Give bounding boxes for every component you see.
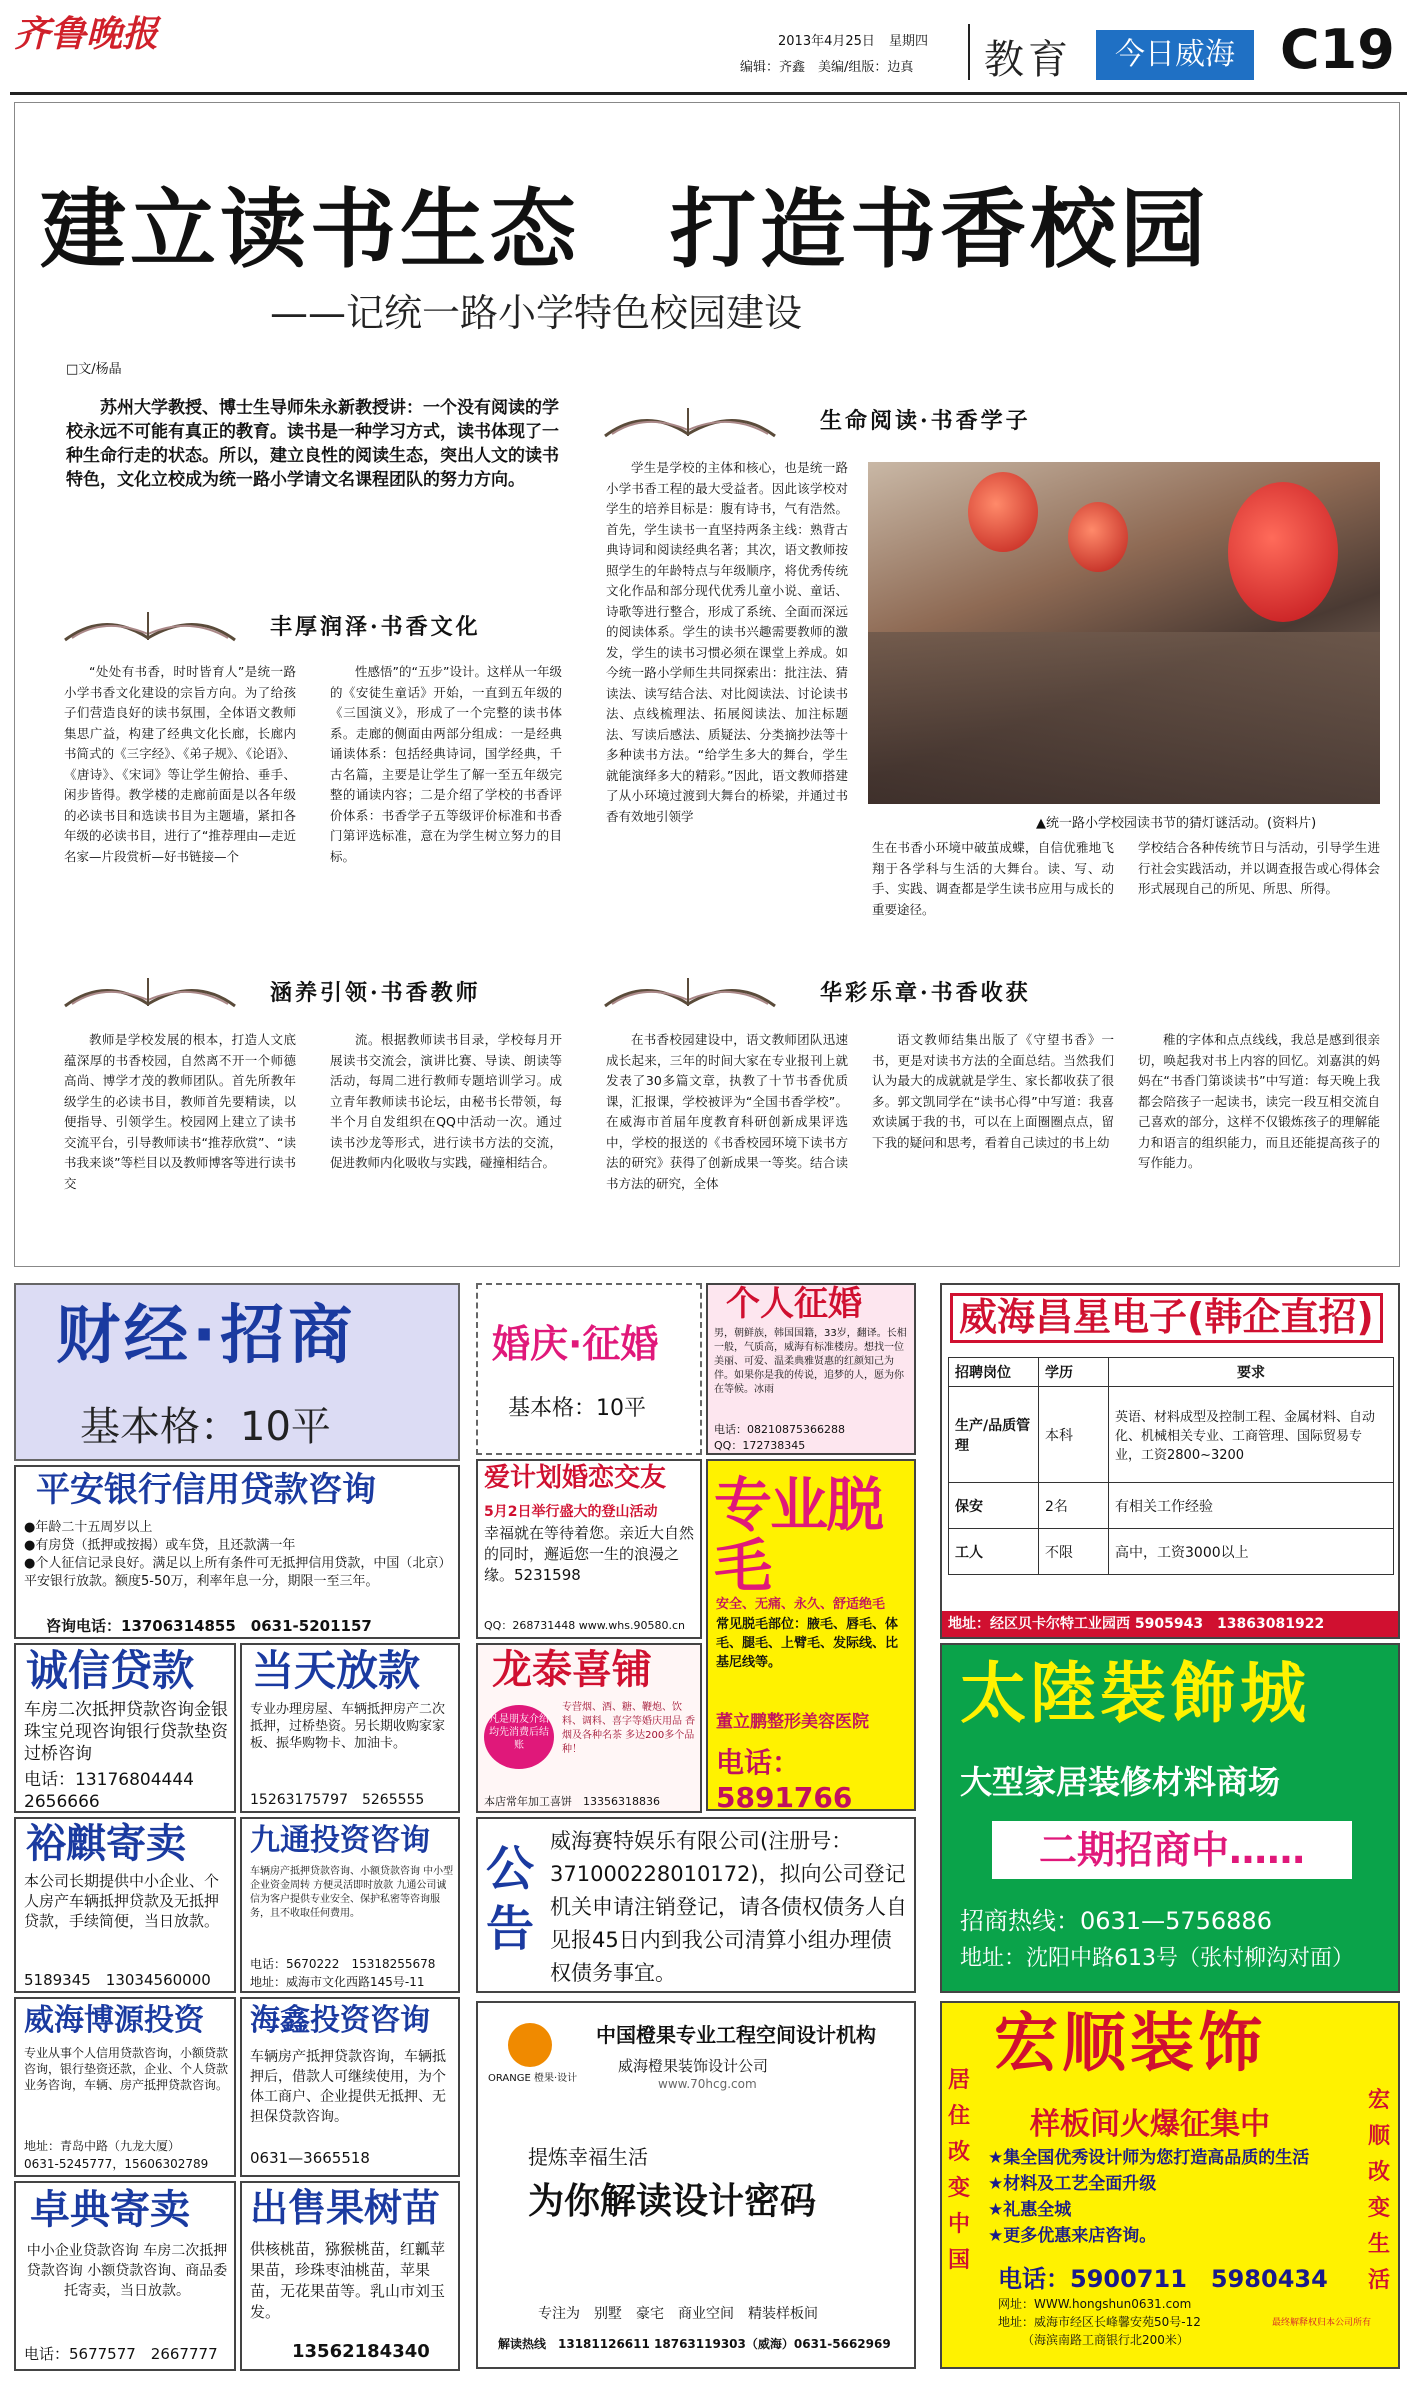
ad-title: 专业脱毛 [714, 1471, 883, 1600]
table-cell: 生产/品质管理 [949, 1387, 1039, 1483]
ad-chengguo [476, 2001, 916, 2369]
ad-address: 地址：威海市经区长峰馨安苑50号-12 [998, 2315, 1201, 2329]
ad-phone: 15263175797 5265555 [250, 1792, 425, 1808]
ad-title: 公告 [486, 1841, 535, 1957]
date-text: 2013年4月25日 [778, 34, 875, 49]
table-cell: 本科 [1039, 1387, 1109, 1483]
subheadline: ——记统一路小学特色校园建设 [270, 291, 803, 335]
job-table [948, 1357, 1394, 1575]
table-row [949, 1529, 1394, 1575]
ad-phone: 本店常年加工喜饼 13356318836 [484, 1795, 660, 1808]
ad-tagline: 提炼幸福生活 [528, 2145, 648, 2169]
table-header-cell: 招聘岗位 [949, 1358, 1039, 1387]
table-cell: 英语、材料成型及控制工程、金属材料、自动化、机械相关专业、工商管理、国际贸易专业，工资2800~3200 [1109, 1387, 1394, 1483]
table-header-cell: 要求 [1109, 1358, 1394, 1387]
ad-body: 车辆房产抵押贷款咨询，车辆抵押后，借款人可继续使用，为个体工商户、企业提供无抵押、无担保贷款咨询。 [250, 2049, 446, 2125]
ad-tagline-main: 为你解读设计密码 [528, 2181, 817, 2222]
table-header-row [949, 1358, 1394, 1387]
ad-body: ●年龄二十五周岁以上 ●有房贷（抵押或按揭）或车贷，且还款满一年 ●个人征信记录良好。满足以上所有条件可无抵押信用贷款，中国（北京）平安银行放款。额度5-50万，利率年息一分，期限一至三年。 [24, 1520, 452, 1589]
ad-vertical-right: 宏顺改变生活 [1368, 2088, 1391, 2293]
region-badge: 今日威海 [1096, 30, 1254, 80]
section-1-col-2: 性感悟”的“五步”设计。这样从一年级的《安徒生童话》开始，一直到五年级的《三国演义》，形成了一个完整的读书体系。走廊的侧面由两部分组成：一是经典诵读体系：包括经典诗词，国学经典，千古名篇，主要是让学生了解一至五年级完整的诵读内容；二是介绍了学校的书香评价体系：书香学子五等级评价标准和书香门第评选标准，意在为学生树立努力的目标。 [330, 664, 562, 864]
table-cell: 不限 [1039, 1529, 1109, 1575]
lantern [1228, 482, 1338, 622]
section-name: 教育 [984, 37, 1072, 83]
weekday-text: 星期四 [889, 34, 929, 49]
ad-guoshu [240, 2181, 460, 2371]
ad-boyuan [14, 1997, 236, 2177]
ad-title: 个人征婚 [726, 1284, 862, 1324]
ad-phone: 13562184340 [292, 2341, 430, 2362]
section-3-col-2: 生在书香小环境中破茧成蝶，自信优雅地飞翔于各学科与生活的大舞台。读、写、动手、实践、调查都是学生读书应用与成长的重要途径。 [872, 840, 1114, 917]
ad-tuomao [706, 1459, 916, 1814]
section-2-col-1: 教师是学校发展的根本，打造人文底蕴深厚的书香校园，自然离不开一个师德高尚、博学才茂的教师团队。首先所教年级学生的必读书目，教师首先要精读，以便指导、引领学生。校园网上建立了读书交流平台，引导教师读书“推荐欣赏”、“读书我来谈”等栏目以及教师博客等进行读书交 [64, 1032, 296, 1191]
section-header-4 [600, 966, 1100, 1016]
ad-hotline: 招商热线：0631—5756886 [960, 1907, 1272, 1935]
ad-title: 龙泰喜铺 [492, 1647, 652, 1693]
ad-phone: 电话：5900711 5980434 [998, 2265, 1328, 2293]
ad-title: 威海博源投资 [24, 2003, 204, 2038]
ad-title: 当天放款 [252, 1646, 421, 1695]
ad-hotline: 解读热线 13181126611 18763119303（威海）0631-5662969 [498, 2337, 891, 2351]
ad-aijihua [476, 1459, 702, 1639]
ad-address-note: （海滨南路工商银行北200米） [1022, 2333, 1189, 2347]
ad-phone: 电话：5677577 2667777 [24, 2345, 218, 2363]
ad-subtitle: 基本格：10平 [80, 1404, 331, 1450]
section-header-2 [60, 966, 560, 1016]
ad-body: 男，朝鲜族，韩国国籍，33岁，翻译。长相一般，气质高，威海有标准楼房。想找一位美丽、可爱、温柔典雅贤惠的红颜知己为伴。如果你是我的传说，追梦的人，愿为你在等候。冰雨 [714, 1328, 907, 1395]
table-cell: 有相关工作经验 [1109, 1483, 1394, 1529]
ad-body: 供核桃苗，猕猴桃苗，红瓤苹果苗，珍珠枣油桃苗，苹果苗，无花果苗等。乳山市刘玉发。 [250, 2240, 446, 2321]
section-title: 涵养引领·书香教师 [270, 980, 481, 1006]
table-cell: 保安 [949, 1483, 1039, 1529]
section-title: 华彩乐章·书香收获 [820, 980, 1031, 1006]
section-title: 生命阅读·书香学子 [820, 408, 1031, 434]
ad-tailu [940, 1643, 1400, 1993]
section-2-col-2: 流。根据教师读书目录，学校每月开展读书交流会，演讲比赛、导读、朗读等活动，每周二进行教师专题培训学习。成立青年教师读书论坛，由秘书长带领，每半个月自发组织在QQ中活动一次。通过读书沙龙等形式，进行读书方法的交流，促进教师内化吸收与实践，碰撞相结合。 [330, 1032, 562, 1170]
ad-qq: QQ：172738345 [714, 1439, 806, 1452]
open-book-icon [600, 966, 780, 1010]
ad-subtitle: 安全、无痛、永久、舒适绝毛 [716, 1597, 886, 1612]
byline: □文/杨晶 [66, 362, 122, 377]
lantern [1068, 502, 1128, 572]
masthead [0, 0, 1417, 92]
orange-logo [508, 2023, 552, 2067]
ad-title: 爱计划婚恋交友 [484, 1463, 667, 1493]
page-number: C19 [1280, 18, 1395, 81]
ad-body: 专业办理房屋、车辆抵押房产二次抵押，过桥垫资。另长期收购家家板、振华购物卡、加油卡。 [250, 1702, 446, 1751]
section-1-col-1: “处处有书香，时时皆育人”是统一路小学书香文化建设的宗旨方向。为了给孩子们营造良好的读书氛围，全体语文教师集思广益，构建了经典文化长廊，长廊内书简式的《三字经》、《弟子规》、《论语》、《唐诗》、《宋词》等让学生俯拾、垂手、闲步皆得。教学楼的走廊前面是以各年级的必读书目和选读书目为主题墙，紧扣各年级的必读书目，进行了“推荐理由—走近名家—片段赏析—好书链接—个 [64, 664, 296, 864]
ad-longtai [476, 1643, 702, 1813]
ad-title: 财经·招商 [56, 1299, 357, 1373]
ad-jiutong [240, 1817, 460, 1993]
ad-company: 威海橙果装饰设计公司 [618, 2057, 769, 2075]
ad-body: 常见脱毛部位：腋毛、唇毛、体毛、腿毛、上臂毛、发际线、比基尼线等。 [716, 1617, 899, 1670]
section-3-col-1: 学生是学校的主体和核心，也是统一路小学书香工程的最大受益者。因此该学校对学生的培养目标是：腹有诗书，气有浩然。首先，学生读书一直坚持两条主线：熟背古典诗词和阅读经典名著；其次，语文教师按照学生的年龄特点与年级顺序，将优秀传统文化作品和部分现代优秀儿童小说、童话、诗歌等进行整合，形成了系统、全面而深远的阅读体系。学生的读书兴趣需要教师的激发，学生的读书习惯必须在课堂上养成。如今统一路小学师生共同探索出：批注法、猜读法、读写结合法、对比阅读法、讨论读书法、点线梳理法、拓展阅读法、加注标题法、写读后感法、质疑法、分类摘抄法等十多种读书方法。“给学生多大的舞台，学生就能演绎多大的精彩。”因此，语文教师搭建了从小环境过渡到大舞台的桥梁，并通过书香有效地引领学 [606, 460, 848, 824]
ad-yuqi [14, 1817, 236, 1993]
ad-title: 诚信贷款 [26, 1646, 195, 1695]
ad-title: 九通投资咨询 [250, 1823, 430, 1858]
table-cell: 工人 [949, 1529, 1039, 1575]
section-4-col-1: 在书香校园建设中，语文教师团队迅速成长起来，三年的时间大家在专业报刊上就发表了30多篇文章，执教了十节书香优质课，汇报课，学校被评为“全国书香学校”。在威海市首届年度教育科研创新成果评选中，学校的报送的《书香校园环境下读书方法的研究》获得了创新成果一等奖。结合读书方法的研究，全体 [606, 1032, 848, 1191]
ad-phone: 0631-5245777，15606302789 [24, 2157, 209, 2171]
ad-title: 宏顺装饰 [994, 2007, 1266, 2081]
ad-body: 中小企业贷款咨询 车房二次抵押贷款咨询 小额贷款咨询、商品委托寄卖，当日放款。 [26, 2243, 228, 2299]
newspaper-logo: 齐鲁晚报 [14, 13, 159, 55]
ad-zhuodian [14, 2181, 236, 2371]
ad-body: 幸福就在等待着您。亲近大自然的同时，邂逅您一生的浪漫之缘。5231598 [484, 1524, 695, 1584]
open-book-icon [600, 396, 780, 440]
ad-changxing [940, 1283, 1400, 1639]
ad-zhenghun [706, 1283, 916, 1455]
ad-promo: 二期招商中…… [992, 1821, 1352, 1879]
section-header-3 [600, 396, 1100, 446]
ad-phone: 0631—3665518 [250, 2149, 370, 2167]
ad-hunqing [476, 1283, 702, 1455]
ad-website: 网址：WWW.hongshun0631.com [998, 2297, 1192, 2311]
ad-address: 地址：经区贝卡尔特工业园西 5905943 13863081922 [942, 1611, 1398, 1637]
ad-subtitle: 样板间火爆征集中 [1030, 2107, 1270, 2142]
ad-body: 本公司长期提供中小企业、个人房产车辆抵押贷款及无抵押贷款，手续简便，当日放款。 [24, 1872, 220, 1930]
ad-body: 车房二次抵押贷款咨询金银珠宝兑现咨询银行贷款垫资过桥咨询 [24, 1700, 228, 1764]
crowd [868, 632, 1380, 804]
ad-phone: 电话：08210875366288 [714, 1423, 845, 1436]
open-book-icon [60, 966, 240, 1010]
ad-items: ★集全国优秀设计师为您打造高品质的生活 ★材料及工艺全面升级 ★礼惠全城 ★更多优惠来店咨询。 [988, 2148, 1310, 2246]
ad-gonggao [476, 1817, 916, 1993]
ad-title: 中国橙果专业工程空间设计机构 [596, 2023, 876, 2047]
section-3-col-3: 学校结合各种传统节日与活动，引导学生进行社会实践活动，并以调查报告或心得体会形式展现自己的所见、所思、所得。 [1138, 840, 1380, 896]
ad-address: 地址：威海市文化西路145号-11 [250, 1975, 425, 1989]
ad-title: 卓典寄卖 [30, 2187, 190, 2233]
masthead-rule [10, 92, 1407, 95]
ad-address: 地址：沈阳中路613号（张村柳沟对面） [960, 1946, 1354, 1971]
lede-paragraph: 苏州大学教授、博士生导师朱永新教授讲：一个没有阅读的学校永远不可能有真正的教育。读书是一种学习方式，读书体现了一种生命行走的状态。所以，建立良性的阅读生态，突出人文的读书特色，文化立校成为统一路小学请文名课程团队的努力方向。 [66, 398, 559, 490]
ad-pingan [14, 1465, 460, 1639]
section-title: 丰厚润泽·书香文化 [270, 614, 481, 640]
ad-dangtian [240, 1643, 460, 1813]
ad-subtitle: 基本格：10平 [508, 1396, 646, 1421]
section-header-1 [60, 600, 560, 650]
ad-qq: QQ：268731448 www.whs.90580.cn [484, 1619, 685, 1632]
ad-phone: 电话：13176804444 2656666 [24, 1770, 245, 1812]
headline: 建立读书生态 打造书香校园 [40, 179, 1210, 280]
table-cell: 高中，工资3000以上 [1109, 1529, 1394, 1575]
ad-shop: 董立鹏整形美容医院 [716, 1712, 869, 1732]
ad-title: 出售果树苗 [250, 2186, 441, 2230]
ad-phone: 电话：5670222 15318255678 [250, 1957, 436, 1971]
ad-hongshun [940, 2001, 1400, 2369]
ad-badge: 凡是朋友介绍均先消费后结账 [484, 1705, 554, 1769]
ad-title: 裕麒寄卖 [26, 1821, 186, 1867]
ad-phone: 电话：5891766 [716, 1746, 853, 1814]
ad-caijing [14, 1283, 460, 1461]
section-divider [968, 24, 970, 80]
ad-footnote: 最终解释权归本公司所有 [1272, 2318, 1372, 2328]
ad-body: 专业从事个人信用贷款咨询，小额贷款咨询，银行垫资还款，企业、个人贷款业务咨询，车辆、房产抵押贷款咨询。 [24, 2046, 229, 2092]
editor-credits: 编辑：齐鑫 美编/组版：边真 [740, 60, 914, 75]
ad-title: 海鑫投资咨询 [250, 2003, 430, 2038]
ad-chengxin [14, 1643, 245, 1813]
section-4-col-3: 稚的字体和点点线线，我总是感到很亲切，唤起我对书上内容的回忆。刘嘉淇的妈妈在“书香门第谈读书”中写道：每天晚上我都会陪孩子一起读书，读完一段互相交流自己喜欢的部分，这样不仅锻炼孩子的理解能力和语言的组织能力，而且还能提高孩子的写作能力。 [1138, 1032, 1380, 1170]
ad-url: www.70hcg.com [658, 2077, 757, 2091]
ad-title: 婚庆·征婚 [492, 1322, 659, 1366]
ad-body: 专营烟、酒、糖、鞭炮、饮料、调料、喜字等婚庆用品 香烟及各种名茶 多达200多个品种！ [562, 1702, 696, 1755]
lantern [968, 472, 1038, 552]
issue-date [778, 30, 928, 49]
ad-vertical-left: 居住改变中国 [948, 2068, 971, 2273]
ad-services: 专注为 别墅 豪宅 商业空间 精装样板间 [538, 2306, 818, 2322]
ad-subtitle: 大型家居装修材料商场 [960, 1763, 1281, 1801]
article-photo [868, 462, 1380, 804]
photo-caption: ▲统一路小学校园读书节的猜灯谜活动。(资料片) [1036, 816, 1317, 831]
ad-body: 威海赛特娱乐有限公司(注册号：371000228010172)，拟向公司登记机关申请注销登记，请各债权债务人自见报45日内到我公司清算小组办理债权债务事宜。 [550, 1829, 907, 1985]
ad-phone: 咨询电话：13706314855 0631-5201157 [46, 1617, 372, 1635]
ad-title: 平安银行信用贷款咨询 [36, 1470, 376, 1510]
open-book-icon [60, 600, 240, 644]
ad-event: 5月2日举行盛大的登山活动 [484, 1504, 658, 1520]
ad-brand: ORANGE 橙果·设计 [488, 2073, 578, 2084]
ad-address: 地址：青岛中路（九龙大厦） [24, 2139, 181, 2153]
ad-phone: 5189345 13034560000 [24, 1971, 211, 1989]
table-row [949, 1483, 1394, 1529]
table-row [949, 1387, 1394, 1483]
ad-body: 车辆房产抵押贷款咨询、小额贷款咨询 中小型企业资金周转 方便灵活即时放款 九通公司诚信为客户提供专业安全、保护私密等咨询服务，且不收取任何费用。 [250, 1866, 454, 1919]
ad-haixin [240, 1997, 460, 2177]
ad-title: 太陸裝飾城 [960, 1654, 1310, 1732]
section-4-col-2: 语文教师结集出版了《守望书香》一书，更是对读书方法的全面总结。当然我们认为最大的成就就是学生、家长都收获了很多。郭文凯同学在“读书心得”中写道：我喜欢读属于我的书，可以在上面圈圈点点，留下我的疑问和思考，看着自己读过的书上幼 [872, 1032, 1114, 1150]
table-cell: 2名 [1039, 1483, 1109, 1529]
ad-title: 威海昌星电子(韩企直招) [950, 1293, 1383, 1343]
table-header-cell: 学历 [1039, 1358, 1109, 1387]
